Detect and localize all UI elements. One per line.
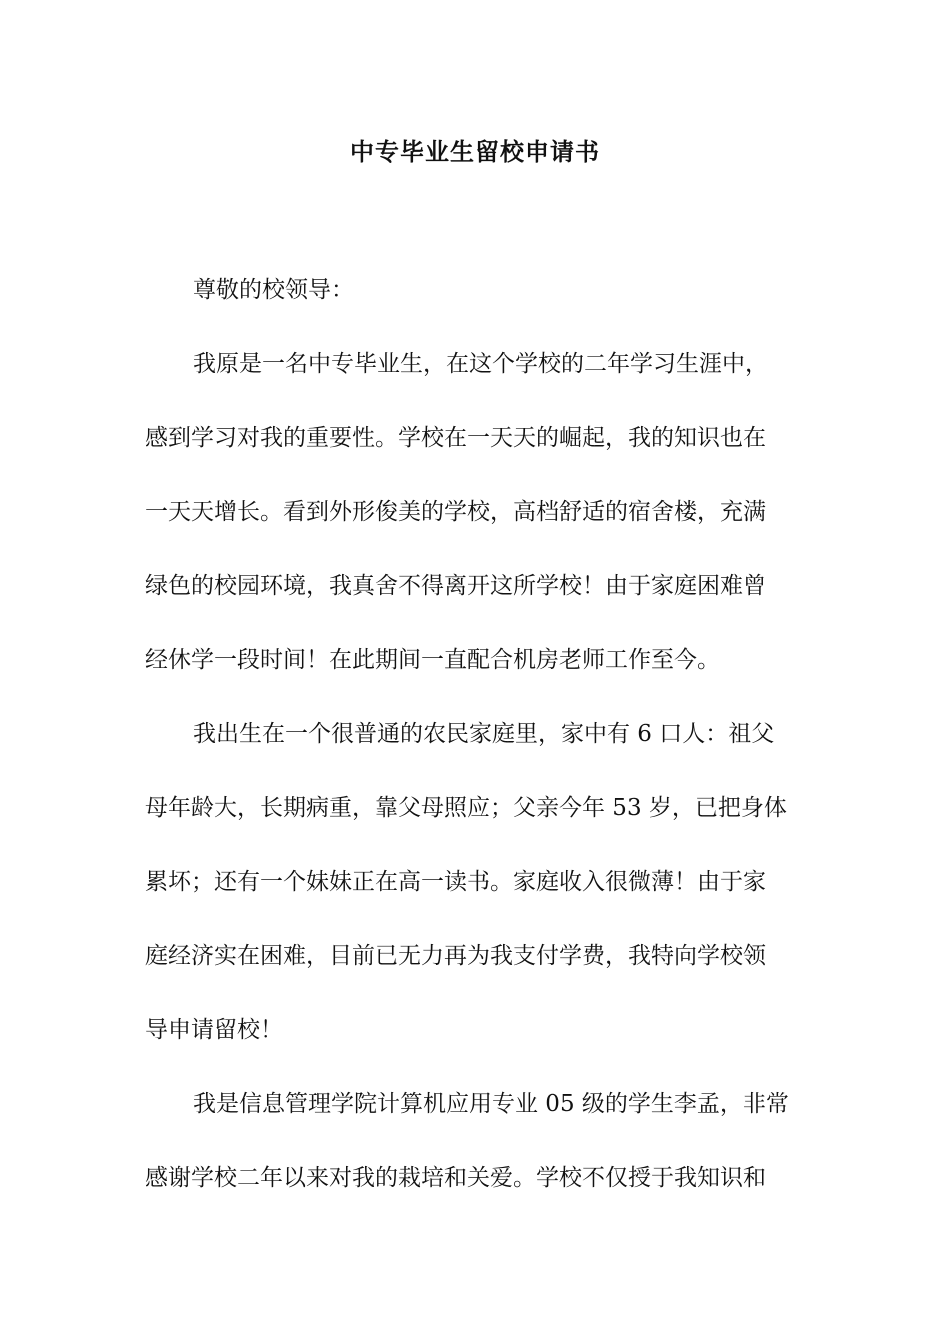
salutation: 尊敬的校领导： bbox=[193, 277, 354, 303]
paragraph-3 bbox=[145, 1067, 810, 1215]
paragraph-2 bbox=[145, 697, 810, 1067]
paragraph-line: 我是信息管理学院计算机应用专业 05 级的学生李孟，非常 bbox=[193, 1091, 789, 1117]
document-title: 中专毕业生留校申请书 bbox=[350, 138, 600, 166]
paragraph-line: 庭经济实在困难，目前已无力再为我支付学费，我特向学校领 bbox=[145, 943, 766, 969]
paragraph-line: 累坏；还有一个妹妹正在高一读书。家庭收入很微薄！由于家 bbox=[145, 869, 766, 895]
paragraph-line: 我出生在一个很普通的农民家庭里，家中有 6 口人：祖父 bbox=[193, 721, 775, 747]
paragraph-1 bbox=[145, 327, 810, 697]
paragraph-line: 感谢学校二年以来对我的栽培和关爱。学校不仅授于我知识和 bbox=[145, 1165, 766, 1191]
paragraph-line: 母年龄大，长期病重，靠父母照应；父亲今年 53 岁，已把身体 bbox=[145, 795, 787, 821]
document-body bbox=[145, 253, 810, 1215]
paragraph-line: 绿色的校园环境，我真舍不得离开这所学校！由于家庭困难曾 bbox=[145, 573, 766, 599]
paragraph-line: 感到学习对我的重要性。学校在一天天的崛起，我的知识也在 bbox=[145, 425, 766, 451]
paragraph-line: 我原是一名中专毕业生，在这个学校的二年学习生涯中， bbox=[193, 351, 768, 377]
paragraph-line: 经休学一段时间！在此期间一直配合机房老师工作至今。 bbox=[145, 647, 720, 673]
paragraph-line: 一天天增长。看到外形俊美的学校，高档舒适的宿舍楼，充满 bbox=[145, 499, 766, 525]
paragraph-line: 导申请留校！ bbox=[145, 1017, 283, 1043]
